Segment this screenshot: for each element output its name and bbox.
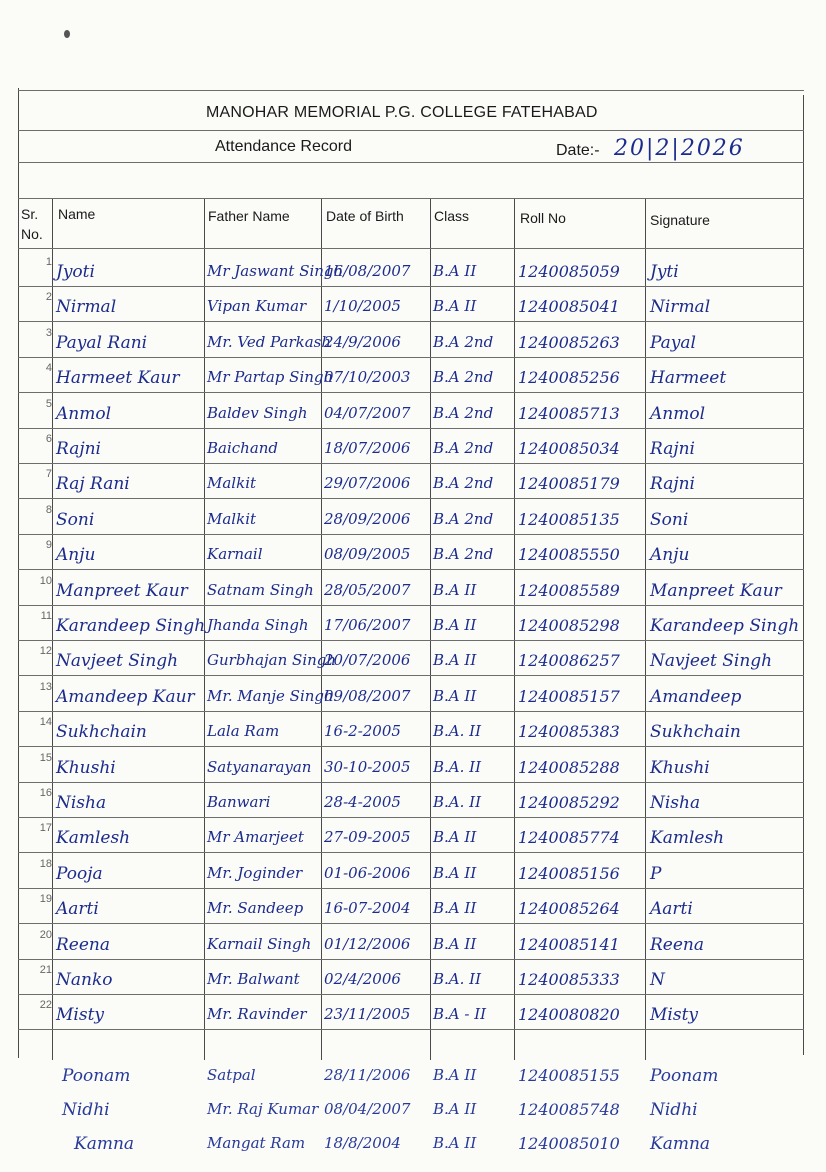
cell-dob: 16-2-2005 [324, 722, 401, 740]
cell-name: Raj Rani [56, 474, 130, 494]
cell-class: B.A 2nd [433, 439, 494, 457]
record-title: Attendance Record [215, 138, 352, 155]
cell-dob: 1/10/2005 [324, 297, 401, 315]
cell-dob: 28/05/2007 [324, 581, 411, 599]
cell-roll: 1240085010 [518, 1134, 620, 1153]
table-row-extra [0, 1066, 826, 1104]
table-row [0, 468, 826, 506]
cell-signature: Amandeep [650, 687, 742, 707]
cell-signature: Nidhi [650, 1100, 698, 1120]
serial-number: 12 [39, 645, 52, 657]
serial-number: 21 [39, 964, 52, 976]
serial-number: 5 [45, 398, 52, 410]
cell-roll: 1240085288 [518, 758, 620, 777]
cell-class: B.A II [433, 1134, 477, 1152]
cell-roll: 1240085041 [518, 297, 620, 316]
cell-class: B.A - II [433, 1005, 487, 1023]
cell-signature: Jyti [650, 262, 679, 282]
cell-name: Harmeet Kaur [56, 368, 180, 388]
cell-signature: Kamna [650, 1134, 711, 1154]
table-row [0, 575, 826, 613]
table-row-extra [0, 1134, 826, 1172]
serial-number: 19 [39, 893, 52, 905]
cell-dob: 28/09/2006 [324, 510, 411, 528]
cell-dob: 04/07/2007 [324, 404, 411, 422]
cell-roll: 1240085179 [518, 474, 620, 493]
cell-roll: 1240085292 [518, 793, 620, 812]
cell-signature: P [650, 864, 662, 884]
cell-father: Satpal [207, 1066, 256, 1084]
serial-number: 15 [39, 752, 52, 764]
cell-signature: N [650, 970, 665, 990]
cell-signature: Rajni [650, 439, 695, 459]
ink-speck [64, 30, 70, 38]
cell-roll: 1240085256 [518, 368, 620, 387]
cell-signature: Karandeep Singh [650, 616, 800, 636]
serial-number: 22 [39, 999, 52, 1011]
cell-name: Amandeep Kaur [56, 687, 195, 707]
cell-father: Mr. Raj Kumar [207, 1100, 319, 1118]
cell-roll: 1240085383 [518, 722, 620, 741]
cell-name: Poonam [62, 1066, 131, 1086]
table-row [0, 716, 826, 754]
cell-dob: 02/4/2006 [324, 970, 401, 988]
cell-father: Mr. Ravinder [207, 1005, 307, 1023]
cell-roll: 1240085157 [518, 687, 620, 706]
table-row [0, 964, 826, 1002]
table-row [0, 256, 826, 294]
cell-signature: Reena [650, 935, 705, 955]
cell-father: Karnail Singh [207, 935, 312, 953]
cell-name: Jyoti [56, 262, 95, 282]
table-row [0, 681, 826, 719]
table-row [0, 433, 826, 471]
cell-father: Mangat Ram [207, 1134, 306, 1152]
cell-dob: 07/10/2003 [324, 368, 411, 386]
cell-signature: Misty [650, 1005, 699, 1025]
cell-name: Pooja [56, 864, 103, 884]
cell-name: Kamna [74, 1134, 135, 1154]
cell-class: B.A II [433, 1100, 477, 1118]
cell-dob: 16-07-2004 [324, 899, 411, 917]
cell-class: B.A. II [433, 722, 482, 740]
cell-roll: 1240085034 [518, 439, 620, 458]
cell-class: B.A 2nd [433, 333, 494, 351]
cell-father: Mr. Joginder [207, 864, 303, 882]
serial-number: 11 [40, 610, 52, 622]
cell-class: B.A II [433, 864, 477, 882]
table-row [0, 610, 826, 648]
cell-class: B.A. II [433, 793, 482, 811]
cell-class: B.A 2nd [433, 545, 494, 563]
cell-name: Misty [56, 1005, 105, 1025]
table-row [0, 645, 826, 683]
table-row [0, 822, 826, 860]
cell-dob: 30-10-2005 [324, 758, 411, 776]
cell-father: Vipan Kumar [207, 297, 307, 315]
cell-signature: Sukhchain [650, 722, 741, 742]
cell-name: Anmol [56, 404, 112, 424]
cell-roll: 1240085298 [518, 616, 620, 635]
col-sr: Sr. [21, 206, 39, 222]
serial-number: 17 [39, 822, 52, 834]
col-sr-no: No. [21, 226, 43, 242]
cell-roll: 1240085264 [518, 899, 620, 918]
cell-father: Jhanda Singh [207, 616, 309, 634]
cell-roll: 1240086257 [518, 651, 620, 670]
cell-roll: 1240085156 [518, 864, 620, 883]
cell-roll: 1240085141 [518, 935, 620, 954]
cell-class: B.A 2nd [433, 474, 494, 492]
serial-number: 2 [45, 291, 52, 303]
serial-number: 9 [45, 539, 52, 551]
table-row [0, 504, 826, 542]
cell-name: Aarti [56, 899, 99, 919]
col-father-name: Father Name [208, 208, 290, 224]
cell-dob: 28-4-2005 [324, 793, 401, 811]
grid-horizontal-line [18, 90, 804, 91]
cell-signature: Nirmal [650, 297, 711, 317]
grid-horizontal-line [18, 198, 804, 199]
date-label: Date:- [556, 142, 600, 159]
cell-dob: 01/12/2006 [324, 935, 411, 953]
col-name: Name [58, 206, 96, 222]
cell-signature: Manpreet Kaur [650, 581, 782, 601]
cell-roll: 1240085333 [518, 970, 620, 989]
cell-dob: 08/04/2007 [324, 1100, 411, 1118]
cell-name: Reena [56, 935, 111, 955]
cell-roll: 1240085155 [518, 1066, 620, 1085]
cell-name: Nirmal [56, 297, 117, 317]
cell-class: B.A II [433, 651, 477, 669]
cell-class: B.A. II [433, 758, 482, 776]
cell-father: Karnail [207, 545, 263, 563]
col-class: Class [434, 208, 470, 224]
cell-roll: 1240085135 [518, 510, 620, 529]
cell-father: Mr. Balwant [207, 970, 300, 988]
cell-dob: 24/9/2006 [324, 333, 401, 351]
table-row [0, 327, 826, 365]
cell-name: Soni [56, 510, 95, 530]
cell-class: B.A II [433, 262, 477, 280]
cell-signature: Poonam [650, 1066, 719, 1086]
cell-father: Satnam Singh [207, 581, 314, 599]
cell-class: B.A. II [433, 970, 482, 988]
serial-number: 13 [39, 681, 52, 693]
cell-class: B.A II [433, 687, 477, 705]
cell-class: B.A II [433, 297, 477, 315]
cell-signature: Aarti [650, 899, 693, 919]
cell-signature: Payal [650, 333, 696, 353]
cell-dob: 18/07/2006 [324, 439, 411, 457]
table-row [0, 929, 826, 967]
cell-dob: 01-06-2006 [324, 864, 411, 882]
cell-signature: Rajni [650, 474, 695, 494]
serial-number: 8 [45, 504, 52, 516]
serial-number: 7 [45, 468, 52, 480]
table-row [0, 362, 826, 400]
cell-dob: 20/07/2006 [324, 651, 411, 669]
cell-father: Mr. Sandeep [207, 899, 304, 917]
col-signature: Signature [650, 212, 710, 228]
cell-dob: 16/08/2007 [324, 262, 411, 280]
table-row-extra [0, 1100, 826, 1138]
cell-class: B.A 2nd [433, 368, 494, 386]
cell-father: Baldev Singh [207, 404, 308, 422]
cell-dob: 28/11/2006 [324, 1066, 411, 1084]
cell-name: Manpreet Kaur [56, 581, 188, 601]
cell-class: B.A II [433, 616, 477, 634]
serial-number: 16 [39, 787, 52, 799]
serial-number: 14 [39, 716, 52, 728]
cell-class: B.A 2nd [433, 404, 494, 422]
cell-name: Khushi [56, 758, 116, 778]
table-row [0, 999, 826, 1037]
serial-number: 4 [45, 362, 52, 374]
cell-name: Karandeep Singh [56, 616, 206, 636]
cell-father: Banwari [207, 793, 271, 811]
cell-name: Rajni [56, 439, 101, 459]
cell-dob: 09/08/2007 [324, 687, 411, 705]
cell-dob: 18/8/2004 [324, 1134, 401, 1152]
cell-roll: 1240080820 [518, 1005, 620, 1024]
grid-horizontal-line [18, 162, 804, 163]
table-row [0, 858, 826, 896]
serial-number: 20 [39, 929, 52, 941]
cell-signature: Soni [650, 510, 689, 530]
serial-number: 10 [39, 575, 52, 587]
cell-father: Malkit [207, 510, 257, 528]
date-value: 20|2|2026 [614, 136, 745, 161]
cell-dob: 17/06/2007 [324, 616, 411, 634]
serial-number: 3 [45, 327, 52, 339]
cell-father: Baichand [207, 439, 279, 457]
cell-father: Malkit [207, 474, 257, 492]
cell-roll: 1240085059 [518, 262, 620, 281]
cell-roll: 1240085774 [518, 828, 620, 847]
cell-dob: 23/11/2005 [324, 1005, 411, 1023]
cell-name: Kamlesh [56, 828, 131, 848]
cell-dob: 08/09/2005 [324, 545, 411, 563]
table-row [0, 291, 826, 329]
cell-name: Nisha [56, 793, 107, 813]
cell-class: B.A II [433, 935, 477, 953]
cell-father: Mr Jaswant Singh [207, 262, 344, 280]
cell-roll: 1240085550 [518, 545, 620, 564]
cell-name: Sukhchain [56, 722, 147, 742]
cell-father: Mr. Manje Singh [207, 687, 334, 705]
table-row [0, 787, 826, 825]
cell-roll: 1240085263 [518, 333, 620, 352]
table-row [0, 539, 826, 577]
cell-class: B.A II [433, 899, 477, 917]
cell-signature: Khushi [650, 758, 710, 778]
serial-number: 6 [45, 433, 52, 445]
cell-father: Mr. Ved Parkash [207, 333, 332, 351]
col-dob: Date of Birth [326, 208, 404, 224]
serial-number: 18 [39, 858, 52, 870]
grid-horizontal-line [18, 248, 804, 249]
cell-class: B.A II [433, 828, 477, 846]
cell-father: Mr Amarjeet [207, 828, 304, 846]
cell-dob: 29/07/2006 [324, 474, 411, 492]
college-title: MANOHAR MEMORIAL P.G. COLLEGE FATEHABAD [206, 104, 598, 121]
cell-father: Lala Ram [207, 722, 280, 740]
serial-number: 1 [45, 256, 52, 268]
table-row [0, 398, 826, 436]
cell-father: Satyanarayan [207, 758, 312, 776]
cell-class: B.A II [433, 1066, 477, 1084]
cell-class: B.A 2nd [433, 510, 494, 528]
cell-father: Gurbhajan Singh [207, 651, 337, 669]
table-row [0, 752, 826, 790]
cell-signature: Anmol [650, 404, 706, 424]
cell-signature: Anju [650, 545, 690, 565]
cell-name: Payal Rani [56, 333, 148, 353]
cell-roll: 1240085589 [518, 581, 620, 600]
grid-horizontal-line [18, 130, 804, 131]
cell-signature: Kamlesh [650, 828, 725, 848]
cell-class: B.A II [433, 581, 477, 599]
cell-signature: Nisha [650, 793, 701, 813]
cell-roll: 1240085713 [518, 404, 620, 423]
table-row [0, 893, 826, 931]
cell-dob: 27-09-2005 [324, 828, 411, 846]
cell-name: Anju [56, 545, 96, 565]
cell-signature: Navjeet Singh [650, 651, 773, 671]
cell-name: Navjeet Singh [56, 651, 179, 671]
cell-father: Mr Partap Singh [207, 368, 334, 386]
cell-roll: 1240085748 [518, 1100, 620, 1119]
col-roll-no: Roll No [520, 210, 566, 226]
cell-signature: Harmeet [650, 368, 727, 388]
cell-name: Nidhi [62, 1100, 110, 1120]
cell-name: Nanko [56, 970, 113, 990]
